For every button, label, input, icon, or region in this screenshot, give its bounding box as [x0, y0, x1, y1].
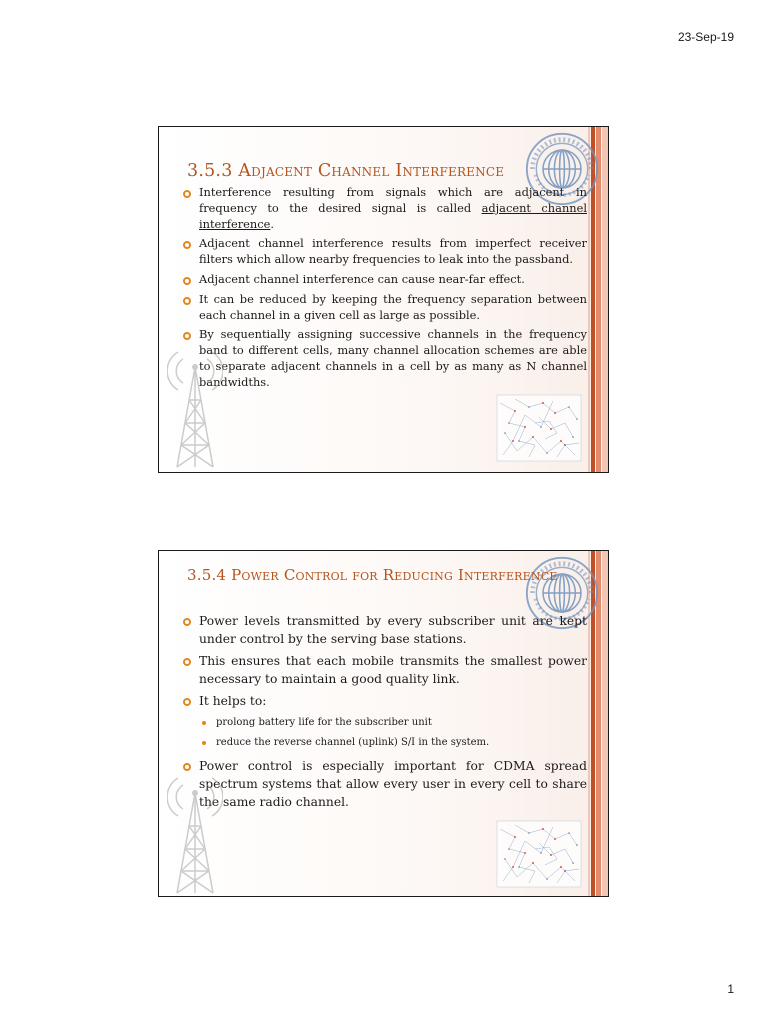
network-scatter-diagram: [495, 393, 583, 465]
term-adjacent-channel-interference: adjacent channel interference: [199, 200, 587, 231]
bullet-item: Adjacent channel interference results from imperfect receiver filters which allow nearby frequencies to leak into the passband.: [183, 236, 587, 268]
network-scatter-diagram: [495, 819, 583, 891]
radio-tower-icon: [167, 345, 223, 469]
bullet-item: By sequentially assigning successive channels in the frequency band to different cells, many channel allocation schemes are able to separate adjacent channels in a cell by as many as N channel bandwidths.: [183, 327, 587, 390]
slide-power-control: [158, 550, 609, 897]
sub-bullet-item: reduce the reverse channel (uplink) S/I in the system.: [199, 733, 587, 753]
bullet-item: It can be reduced by keeping the frequency separation between each channel in a given cell as large as possible.: [183, 292, 587, 324]
page-number: 1: [727, 982, 734, 996]
page-date: 23-Sep-19: [677, 30, 734, 44]
bullet-item: This ensures that each mobile transmits the smallest power necessary to maintain a good quality link.: [183, 652, 587, 688]
bullet-item: It helps to: prolong battery life for the subscriber unit reduce the reverse channel (uplink) S/I in the system.: [183, 692, 587, 753]
slide-title: 3.5.3 Adjacent Channel Interference: [187, 161, 505, 181]
radio-tower-icon: [167, 771, 223, 895]
sub-bullet-list: [199, 713, 587, 753]
bullet-item: Power control is especially important for CDMA spread spectrum systems that allow every user in every cell to share the same radio channel.: [183, 757, 587, 811]
bullet-item: Power levels transmitted by every subscriber unit are kept under control by the serving base stations.: [183, 612, 587, 648]
bullet-item: Adjacent channel interference can cause near-far effect.: [183, 272, 587, 288]
bullet-list: [183, 612, 587, 815]
slide-title: 3.5.4 Power Control for Reducing Interference: [187, 566, 558, 584]
bullet-item: Interference resulting from signals which are adjacent in frequency to the desired signal is called adjacent channel interference.: [183, 185, 587, 232]
bullet-list: [183, 185, 587, 395]
slide-adjacent-channel-interference: [158, 126, 609, 473]
sub-bullet-item: prolong battery life for the subscriber unit: [199, 713, 587, 733]
